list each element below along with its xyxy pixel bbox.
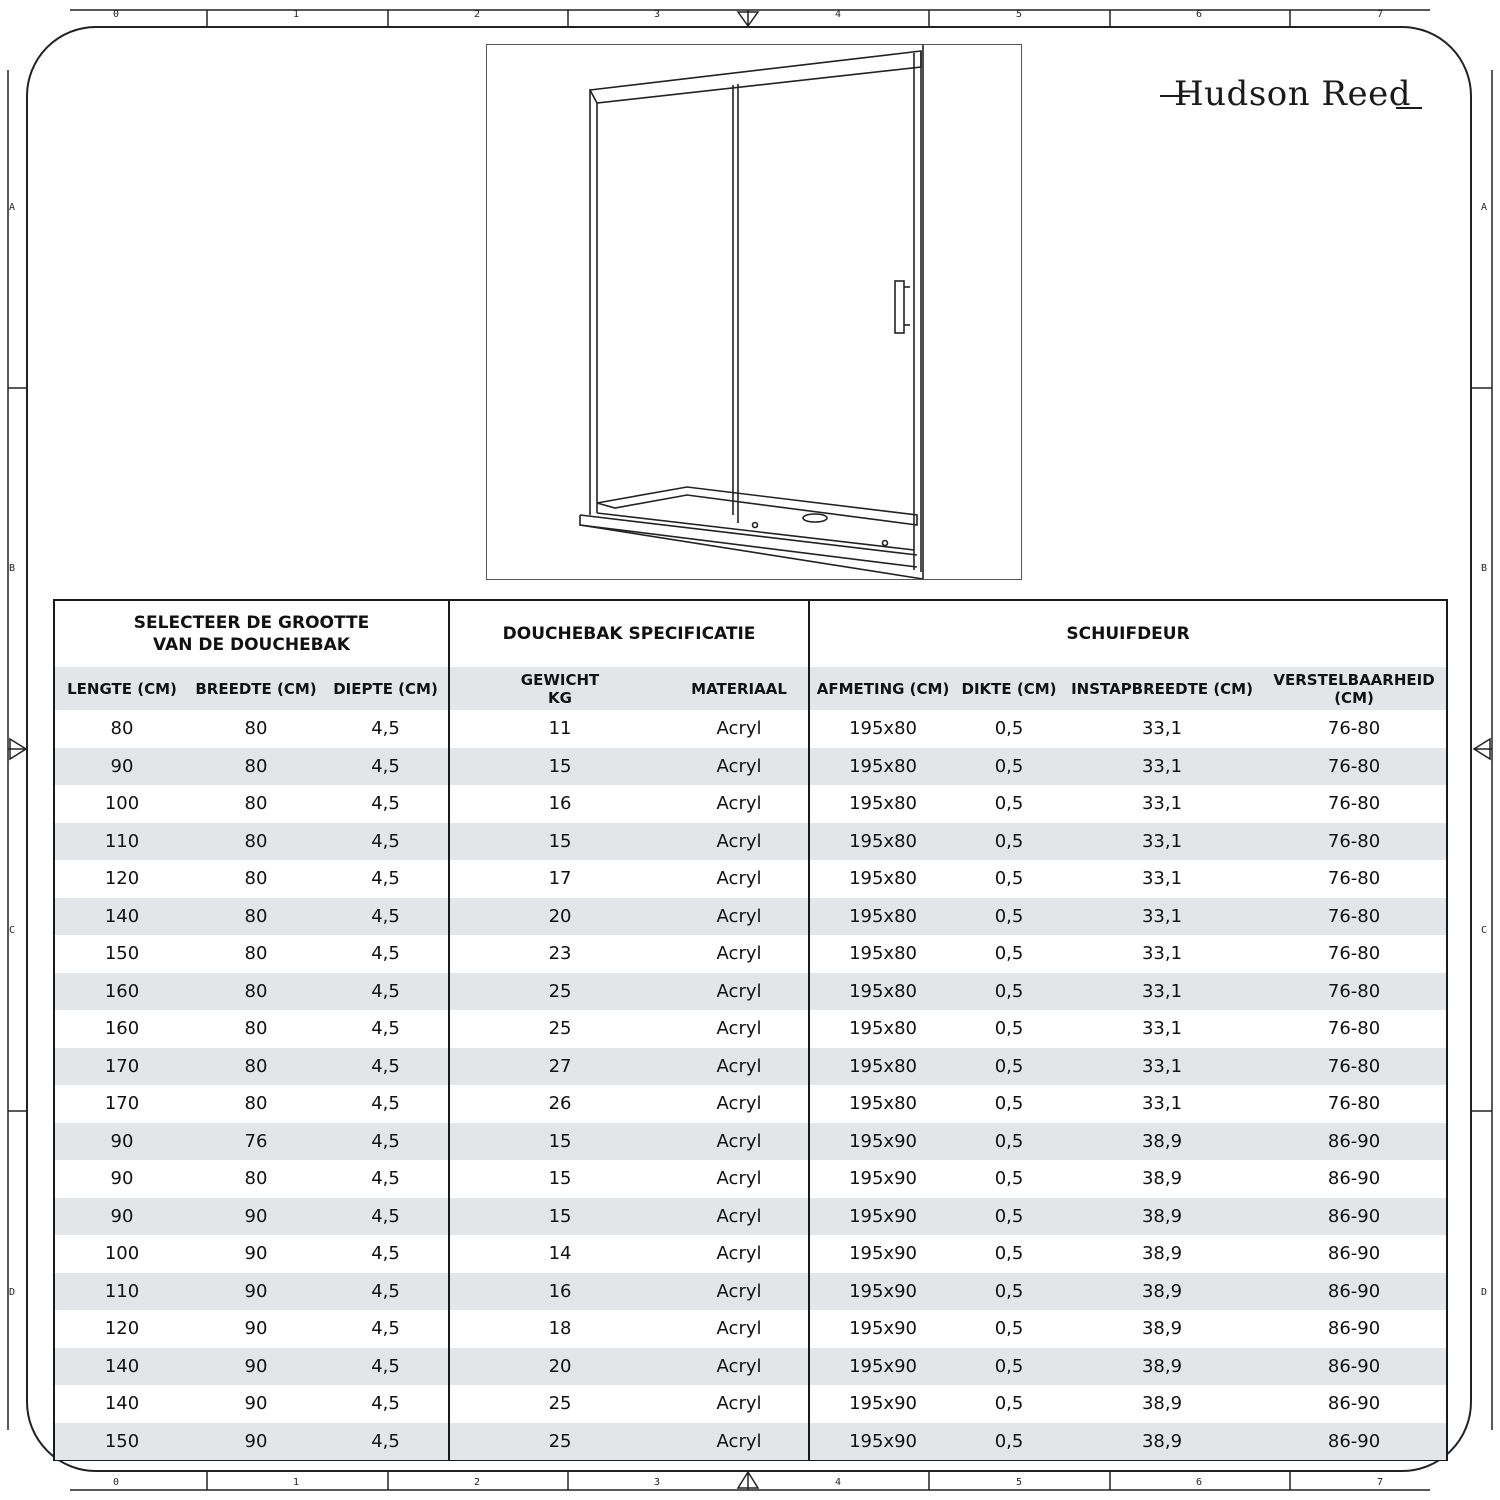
frame-label: 7	[1377, 9, 1384, 20]
table-row	[55, 785, 1446, 823]
cell-materiaal: Acryl	[670, 785, 809, 823]
col-header-afmeting: AFMETING (CM)	[809, 667, 956, 710]
cell-breedte: 90	[189, 1348, 323, 1386]
cell-dikte: 0,5	[994, 793, 1024, 815]
cell-dikte: 0,5	[994, 1018, 1024, 1040]
cell-dikte: 0,5	[956, 823, 1062, 861]
cell-afmeting: 195x90	[849, 1318, 917, 1340]
cell-gewicht: 25	[548, 1393, 572, 1415]
cell-diepte: 4,5	[323, 935, 449, 973]
table-row	[55, 1160, 1446, 1198]
cell-gewicht: 23	[548, 943, 572, 965]
frame-label: 6	[1196, 9, 1203, 20]
cell-lengte: 120	[104, 1318, 140, 1340]
cell-dikte: 0,5	[994, 868, 1024, 890]
cell-lengte: 140	[55, 898, 189, 936]
frame-label: A	[1481, 202, 1488, 213]
cell-verstelbaarheid: 76-80	[1327, 868, 1381, 890]
cell-lengte: 170	[104, 1093, 140, 1115]
table-row	[55, 1310, 1446, 1348]
cell-diepte: 4,5	[323, 1310, 449, 1348]
cell-instapbreedte: 33,1	[1062, 898, 1262, 936]
cell-materiaal: Acryl	[670, 710, 809, 748]
frame-label: 4	[835, 9, 842, 20]
col-header-diepte: DIEPTE (CM)	[323, 667, 449, 710]
frame-label: 4	[835, 1477, 842, 1488]
cell-diepte: 4,5	[323, 1348, 449, 1386]
brand-logo	[1160, 70, 1422, 116]
table-row	[55, 1048, 1446, 1086]
cell-instapbreedte: 38,9	[1062, 1198, 1262, 1236]
cell-breedte: 80	[244, 868, 268, 890]
cell-breedte: 80	[189, 748, 323, 786]
cell-gewicht: 18	[548, 1318, 572, 1340]
cell-instapbreedte: 33,1	[1062, 823, 1262, 861]
cell-gewicht: 20	[449, 898, 670, 936]
frame-label: D	[1481, 1287, 1488, 1298]
frame-label: A	[9, 202, 16, 213]
cell-instapbreedte: 38,9	[1062, 1348, 1262, 1386]
cell-verstelbaarheid: 76-80	[1327, 943, 1381, 965]
cell-breedte: 90	[189, 1198, 323, 1236]
cell-verstelbaarheid: 76-80	[1262, 973, 1446, 1011]
frame-label: 3	[654, 1477, 661, 1488]
frame-label: 0	[113, 1477, 120, 1488]
cell-dikte: 0,5	[956, 973, 1062, 1011]
table-row	[55, 1085, 1446, 1123]
cell-materiaal: Acryl	[670, 1085, 809, 1123]
verstel-line1: VERSTELBAARHEID	[1273, 670, 1435, 689]
verstel-line2: (CM)	[1334, 688, 1374, 707]
cell-afmeting: 195x80	[809, 898, 956, 936]
table-row	[55, 898, 1446, 936]
cell-breedte: 80	[244, 1168, 268, 1190]
cell-verstelbaarheid: 76-80	[1262, 1048, 1446, 1086]
cell-materiaal: Acryl	[670, 1010, 809, 1048]
table-row	[55, 1010, 1446, 1048]
cell-afmeting: 195x80	[849, 793, 917, 815]
cell-gewicht: 25	[548, 1018, 572, 1040]
cell-gewicht: 17	[548, 868, 572, 890]
col-header-gewicht	[449, 667, 670, 710]
cell-instapbreedte: 38,9	[1062, 1273, 1262, 1311]
cell-afmeting: 195x80	[809, 1048, 956, 1086]
cell-dikte: 0,5	[994, 1243, 1024, 1265]
cell-lengte: 90	[55, 1198, 189, 1236]
cell-verstelbaarheid: 86-90	[1327, 1318, 1381, 1340]
cell-diepte: 4,5	[323, 710, 449, 748]
col-header-dikte: DIKTE (CM)	[956, 667, 1062, 710]
frame-label: D	[9, 1287, 16, 1298]
cell-instapbreedte: 38,9	[1141, 1168, 1183, 1190]
cell-lengte: 160	[104, 1018, 140, 1040]
cell-instapbreedte: 33,1	[1141, 1018, 1183, 1040]
cell-diepte: 4,5	[323, 1198, 449, 1236]
cell-instapbreedte: 33,1	[1141, 718, 1183, 740]
cell-dikte: 0,5	[956, 1423, 1062, 1461]
cell-instapbreedte: 33,1	[1141, 868, 1183, 890]
cell-verstelbaarheid: 76-80	[1327, 793, 1381, 815]
cell-lengte: 140	[104, 1393, 140, 1415]
spec-table	[53, 599, 1448, 1461]
cell-verstelbaarheid: 86-90	[1327, 1243, 1381, 1265]
table-row	[55, 1235, 1446, 1273]
frame-label: 1	[293, 1477, 300, 1488]
cell-lengte: 80	[110, 718, 134, 740]
group-size-line2: VAN DE DOUCHEBAK	[153, 635, 350, 655]
col-header-lengte: LENGTE (CM)	[55, 667, 189, 710]
cell-materiaal: Acryl	[670, 1048, 809, 1086]
table-row	[55, 1423, 1446, 1461]
cell-gewicht: 16	[548, 793, 572, 815]
cell-instapbreedte: 33,1	[1141, 1093, 1183, 1115]
cell-lengte: 90	[55, 748, 189, 786]
cell-lengte: 120	[104, 868, 140, 890]
cell-lengte: 150	[104, 943, 140, 965]
cell-afmeting: 195x90	[849, 1393, 917, 1415]
cell-materiaal: Acryl	[670, 1273, 809, 1311]
cell-instapbreedte: 33,1	[1141, 943, 1183, 965]
cell-lengte: 160	[55, 973, 189, 1011]
group-header-size	[55, 601, 449, 667]
cell-afmeting: 195x80	[849, 718, 917, 740]
cell-diepte: 4,5	[323, 973, 449, 1011]
cell-instapbreedte: 33,1	[1062, 1048, 1262, 1086]
cell-breedte: 80	[244, 943, 268, 965]
frame-label: 6	[1196, 1477, 1203, 1488]
cell-gewicht: 25	[449, 1423, 670, 1461]
cell-gewicht: 16	[449, 1273, 670, 1311]
table-row	[55, 1385, 1446, 1423]
cell-breedte: 90	[244, 1318, 268, 1340]
cell-verstelbaarheid: 86-90	[1327, 1393, 1381, 1415]
cell-breedte: 80	[189, 1048, 323, 1086]
cell-afmeting: 195x90	[809, 1198, 956, 1236]
cell-afmeting: 195x80	[809, 973, 956, 1011]
cell-gewicht: 14	[548, 1243, 572, 1265]
frame-label: 2	[474, 9, 481, 20]
cell-diepte: 4,5	[323, 1048, 449, 1086]
cell-gewicht: 11	[548, 718, 572, 740]
cell-breedte: 80	[244, 718, 268, 740]
cell-breedte: 80	[189, 973, 323, 1011]
cell-materiaal: Acryl	[670, 860, 809, 898]
cell-lengte: 170	[55, 1048, 189, 1086]
col-header-instapbreedte: INSTAPBREEDTE (CM)	[1062, 667, 1262, 710]
cell-lengte: 110	[55, 823, 189, 861]
cell-afmeting: 195x80	[809, 823, 956, 861]
cell-dikte: 0,5	[994, 1318, 1024, 1340]
cell-diepte: 4,5	[323, 1235, 449, 1273]
cell-afmeting: 195x90	[809, 1123, 956, 1161]
cell-gewicht: 26	[548, 1093, 572, 1115]
cell-materiaal: Acryl	[670, 748, 809, 786]
gewicht-line2: KG	[548, 688, 572, 707]
cell-afmeting: 195x80	[809, 748, 956, 786]
cell-diepte: 4,5	[323, 1123, 449, 1161]
cell-instapbreedte: 38,9	[1141, 1243, 1183, 1265]
cell-dikte: 0,5	[956, 1048, 1062, 1086]
col-header-breedte: BREEDTE (CM)	[189, 667, 323, 710]
cell-diepte: 4,5	[323, 860, 449, 898]
cell-instapbreedte: 38,9	[1062, 1423, 1262, 1461]
col-header-verstelbaarheid	[1262, 667, 1446, 710]
cell-instapbreedte: 38,9	[1062, 1123, 1262, 1161]
cell-dikte: 0,5	[994, 718, 1024, 740]
table-row	[55, 973, 1446, 1011]
cell-verstelbaarheid: 76-80	[1262, 823, 1446, 861]
cell-materiaal: Acryl	[670, 1423, 809, 1461]
cell-breedte: 80	[244, 1018, 268, 1040]
cell-verstelbaarheid: 76-80	[1327, 1093, 1381, 1115]
cell-dikte: 0,5	[994, 1093, 1024, 1115]
cell-afmeting: 195x80	[849, 943, 917, 965]
cell-afmeting: 195x90	[849, 1243, 917, 1265]
cell-materiaal: Acryl	[670, 1235, 809, 1273]
cell-instapbreedte: 33,1	[1062, 748, 1262, 786]
group-header-door: SCHUIFDEUR	[809, 601, 1446, 667]
cell-afmeting: 195x80	[849, 1018, 917, 1040]
table-row	[55, 935, 1446, 973]
cell-dikte: 0,5	[956, 1198, 1062, 1236]
cell-diepte: 4,5	[323, 748, 449, 786]
cell-verstelbaarheid: 86-90	[1327, 1168, 1381, 1190]
cell-dikte: 0,5	[994, 1393, 1024, 1415]
frame-label: B	[9, 563, 16, 574]
cell-gewicht: 15	[449, 823, 670, 861]
group-header-tray: DOUCHEBAK SPECIFICATIE	[449, 601, 809, 667]
table-row	[55, 1123, 1446, 1161]
table-row	[55, 1348, 1446, 1386]
frame-label: B	[1481, 563, 1488, 574]
cell-diepte: 4,5	[323, 1010, 449, 1048]
cell-dikte: 0,5	[956, 898, 1062, 936]
cell-instapbreedte: 33,1	[1141, 793, 1183, 815]
frame-label: 2	[474, 1477, 481, 1488]
frame-label: 3	[654, 9, 661, 20]
cell-breedte: 90	[189, 1273, 323, 1311]
frame-label: 1	[293, 9, 300, 20]
cell-breedte: 90	[244, 1393, 268, 1415]
frame-label: C	[1481, 925, 1488, 936]
cell-diepte: 4,5	[323, 898, 449, 936]
brand-name: Hudson Reed	[1174, 74, 1412, 114]
cell-verstelbaarheid: 86-90	[1262, 1273, 1446, 1311]
cell-verstelbaarheid: 76-80	[1327, 718, 1381, 740]
cell-gewicht: 15	[449, 1198, 670, 1236]
frame-label: 5	[1016, 1477, 1023, 1488]
cell-afmeting: 195x90	[809, 1423, 956, 1461]
table-row	[55, 710, 1446, 748]
cell-materiaal: Acryl	[670, 1310, 809, 1348]
cell-afmeting: 195x80	[849, 868, 917, 890]
cell-dikte: 0,5	[956, 1273, 1062, 1311]
cell-verstelbaarheid: 86-90	[1262, 1348, 1446, 1386]
cell-breedte: 90	[189, 1423, 323, 1461]
product-illustration	[486, 44, 1022, 580]
cell-materiaal: Acryl	[670, 973, 809, 1011]
cell-breedte: 90	[244, 1243, 268, 1265]
cell-afmeting: 195x90	[849, 1168, 917, 1190]
cell-materiaal: Acryl	[670, 935, 809, 973]
cell-diepte: 4,5	[323, 1085, 449, 1123]
table-row	[55, 860, 1446, 898]
cell-lengte: 90	[55, 1123, 189, 1161]
cell-breedte: 80	[189, 898, 323, 936]
cell-lengte: 110	[55, 1273, 189, 1311]
cell-dikte: 0,5	[994, 943, 1024, 965]
group-size-line1: SELECTEER DE GROOTTE	[133, 613, 370, 633]
frame-label: 7	[1377, 1477, 1384, 1488]
table-row	[55, 823, 1446, 861]
table-row	[55, 748, 1446, 786]
cell-afmeting: 195x90	[809, 1348, 956, 1386]
frame-label: 0	[113, 9, 120, 20]
cell-lengte: 100	[104, 1243, 140, 1265]
cell-lengte: 150	[55, 1423, 189, 1461]
cell-diepte: 4,5	[323, 785, 449, 823]
cell-dikte: 0,5	[956, 748, 1062, 786]
table-row	[55, 1273, 1446, 1311]
cell-gewicht: 15	[548, 1168, 572, 1190]
cell-gewicht: 15	[449, 748, 670, 786]
cell-diepte: 4,5	[323, 823, 449, 861]
cell-diepte: 4,5	[323, 1423, 449, 1461]
cell-lengte: 140	[55, 1348, 189, 1386]
cell-breedte: 80	[244, 1093, 268, 1115]
cell-materiaal: Acryl	[670, 1160, 809, 1198]
cell-dikte: 0,5	[956, 1123, 1062, 1161]
cell-lengte: 90	[110, 1168, 134, 1190]
spec-table-body	[55, 710, 1446, 1460]
frame-label: 5	[1016, 9, 1023, 20]
cell-breedte: 76	[189, 1123, 323, 1161]
cell-diepte: 4,5	[323, 1385, 449, 1423]
cell-instapbreedte: 38,9	[1141, 1393, 1183, 1415]
cell-verstelbaarheid: 86-90	[1262, 1423, 1446, 1461]
cell-dikte: 0,5	[956, 1348, 1062, 1386]
frame-label: C	[9, 925, 16, 936]
cell-verstelbaarheid: 76-80	[1262, 898, 1446, 936]
cell-diepte: 4,5	[323, 1160, 449, 1198]
cell-gewicht: 15	[449, 1123, 670, 1161]
cell-verstelbaarheid: 86-90	[1262, 1123, 1446, 1161]
cell-breedte: 80	[189, 823, 323, 861]
cell-lengte: 100	[104, 793, 140, 815]
cell-breedte: 80	[244, 793, 268, 815]
shower-door-drawing	[487, 45, 1021, 579]
cell-verstelbaarheid: 76-80	[1327, 1018, 1381, 1040]
table-row	[55, 1198, 1446, 1236]
cell-instapbreedte: 33,1	[1062, 973, 1262, 1011]
gewicht-line1: GEWICHT	[520, 670, 600, 689]
cell-afmeting: 195x80	[849, 1093, 917, 1115]
cell-dikte: 0,5	[994, 1168, 1024, 1190]
cell-materiaal: Acryl	[670, 898, 809, 936]
cell-afmeting: 195x90	[809, 1273, 956, 1311]
cell-verstelbaarheid: 76-80	[1262, 748, 1446, 786]
cell-diepte: 4,5	[323, 1273, 449, 1311]
cell-gewicht: 27	[449, 1048, 670, 1086]
cell-materiaal: Acryl	[670, 1385, 809, 1423]
cell-gewicht: 20	[449, 1348, 670, 1386]
cell-materiaal: Acryl	[670, 823, 809, 861]
cell-materiaal: Acryl	[670, 1198, 809, 1236]
cell-materiaal: Acryl	[670, 1348, 809, 1386]
col-header-materiaal: MATERIAAL	[670, 667, 809, 710]
cell-materiaal: Acryl	[670, 1123, 809, 1161]
cell-instapbreedte: 38,9	[1141, 1318, 1183, 1340]
cell-gewicht: 25	[449, 973, 670, 1011]
cell-verstelbaarheid: 86-90	[1262, 1198, 1446, 1236]
